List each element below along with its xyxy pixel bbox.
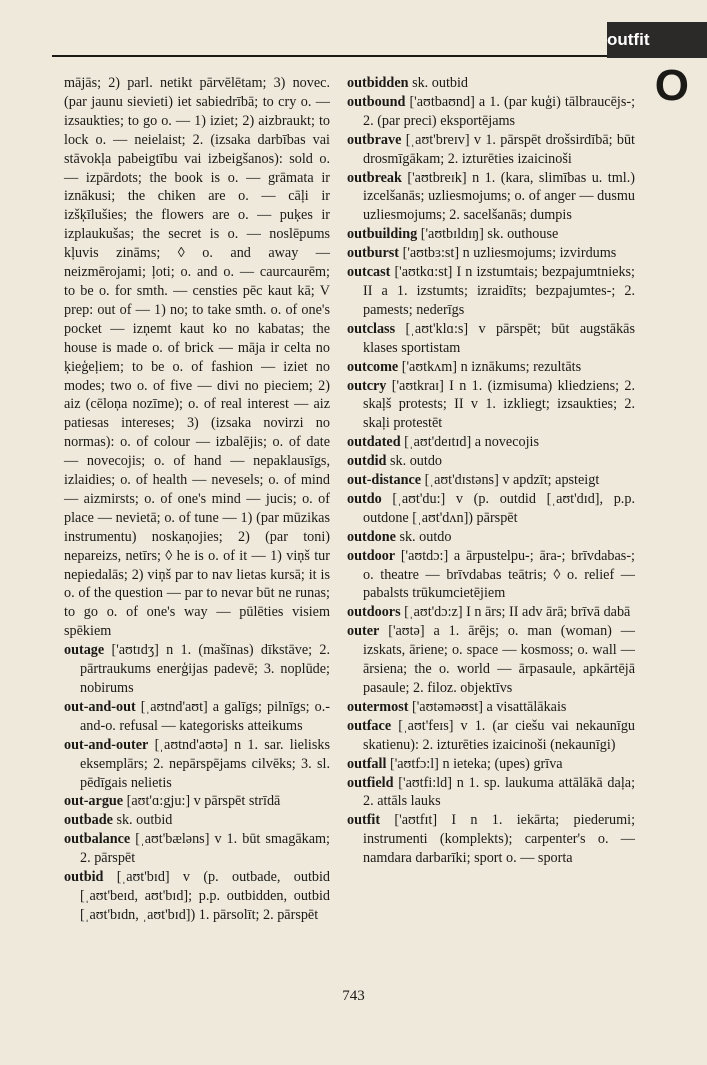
entry-text: [ˌaʊt'deɪtɪd] a novecojis — [404, 434, 539, 451]
entry-headword: outbound — [347, 93, 406, 110]
dictionary-entry — [347, 774, 635, 812]
entry-headword: outcast — [347, 264, 391, 281]
entry-text: ['aʊtbɜ:st] n uzliesmojums; izvirdums — [402, 245, 617, 262]
dictionary-entry — [347, 169, 635, 226]
dictionary-entry — [347, 74, 635, 93]
entry-headword: outbalance — [64, 831, 131, 848]
entry-headword: outbid — [64, 869, 104, 886]
dictionary-entry — [64, 736, 330, 793]
entry-text: [ˌaʊt'klɑ:s] v pārspēt; būt augstākās klases sportistam — [363, 320, 635, 356]
entry-text: [ˌaʊtnd'aʊt] a galīgs; pilnīgs; o.-and-o. refusal — kategorisks atteikums — [80, 698, 331, 734]
entry-text: [ˌaʊt'breɪv] v 1. pārspēt drošsirdībā; būt drosmīgākam; 2. izturēties izaicinoši — [363, 131, 635, 167]
dictionary-entry — [64, 868, 330, 925]
dictionary-entry — [347, 263, 635, 320]
entry-text: ['aʊtəməʊst] a visattālākais — [412, 698, 567, 715]
dictionary-entry — [347, 377, 635, 434]
entry-headword: outface — [347, 717, 392, 734]
entry-headword: outdoors — [347, 604, 401, 621]
dictionary-entry — [64, 641, 330, 698]
entry-headword: outfit — [347, 812, 381, 829]
entry-text: [ˌaʊt'du:] v (p. outdid [ˌaʊt'dɪd], p.p. outdone [ˌaʊt'dʌn]) pārspēt — [363, 490, 635, 526]
entry-headword: outbrave — [347, 131, 402, 148]
letter-tab: O — [654, 61, 689, 110]
entry-headword: outfall — [347, 755, 387, 772]
entry-headword: outage — [64, 642, 105, 659]
entry-text: [ˌaʊt'dɪstəns] v apdzīt; apsteigt — [424, 472, 600, 489]
entry-headword: out-distance — [347, 472, 422, 489]
dictionary-entry — [347, 225, 635, 244]
entry-text: ['aʊtdɔ:] a ārpustelpu-; āra-; brīvdabas-; o. theatre — brīvdabas teātris; ◊ o. relief — pabalsts trūkumcietējiem — [363, 547, 635, 602]
entry-headword: out-argue — [64, 793, 124, 810]
left-column — [64, 74, 330, 925]
entry-headword: outcome — [347, 358, 399, 375]
entry-text: ['aʊtbreɪk] n 1. (kara, slimības u. tml.) izcelšanās; uzliesmojums; o. of anger — dusmu uzliesmojums; 2. sacelšanās; dumpis — [363, 169, 635, 224]
entry-headword: outburst — [347, 245, 400, 262]
dictionary-entry — [347, 471, 635, 490]
entry-text: ['aʊtbɪldɪŋ] sk. outhouse — [420, 226, 559, 243]
entry-headword: outdated — [347, 434, 401, 451]
entry-headword: out-and-out — [64, 698, 136, 715]
entry-headword: outbidden — [347, 75, 409, 91]
entry-headword: outfield — [347, 774, 394, 791]
dictionary-entry — [64, 698, 330, 736]
entry-text: ['aʊtfɔ:l] n ieteka; (upes) grīva — [389, 755, 563, 772]
dictionary-entry — [64, 792, 330, 811]
entry-text: sk. outdo — [389, 453, 443, 470]
entry-text: mājās; 2) parl. netikt pārvēlētam; 3) novec. (par jaunu sievieti) iet sabiedrībā; to cry o. — izsaukties; to go o. — 1) iziet; 2) aizbraukt; to lock o. — neielaist; 2. (izsaka darbības vai stāvokļa pabeigtību vai izbeigšanos): sold o. — izpārdots; the book is o. — grāmata ir iznākusi; the chiken are o. — cāļi ir izšķīlušies; the flowers are o. — puķes ir izplaukušas; the secret is o. — noslēpums kļuvis zināms; ◊ o. and away — neizmērojami; ļoti; o. and o. — caurcaurēm; to be o. for smth. — censties pēc kaut kā; V prep: out of — 1) no; to take smth. o. of one's pocket — izņemt kaut ko no kabatas; the house is made o. of brick — māja ir celta no ķieģeļiem; to be o. of fashion — iziet no modes; two o. of five — divi no pieciem; 2) aiz (cēloņa nozīme); o. of real interest — aiz patiesas intereses; 3) (izsaka novirzi no normas): o. of colour — izbalējis; o. of date — novecojis; o. of hand — nepaklausīgs, izlaidies; o. of health — nevesels; o. of mind — aizmirsts; o. of one's mind — jucis; o. of place — nevietā; o. of tune — 1) (par mūzikas instrumentu) noskaņojies; 2) (par toni) nepareizs, netīrs; ◊ he is o. of it — 1) viņš tur nepiedalās; 2) viņš par to nav lietas kursā; it is o. of the question — par to nevar būt ne runas; to go o. of one's way — pūlēties visiem spēkiem — [64, 75, 330, 640]
dictionary-entry — [347, 452, 635, 471]
dictionary-entry — [347, 490, 635, 528]
entry-text: ['aʊtkraɪ] I n 1. (izmisuma) kliedziens; 2. skaļš protests; II v 1. izkliegt; izsaukties; 2. skaļi protestēt — [363, 377, 636, 432]
dictionary-entry — [347, 433, 635, 452]
entry-headword: outer — [347, 623, 380, 640]
entry-headword: outdid — [347, 453, 387, 470]
entry-continuation — [64, 74, 330, 641]
dictionary-entry — [347, 622, 635, 698]
dictionary-entry — [347, 547, 635, 604]
entry-text: ['aʊtə] a 1. ārējs; o. man (woman) — izskats, āriene; o. space — kosmoss; o. wall — ārsiena; the o. world — ārpasaule, apkārtējā pasaule; 2. filoz. objektīvs — [363, 623, 635, 696]
entry-text: [ˌaʊt'feɪs] v 1. (ar ciešu vai nekaunīgu skatienu): 2. izturēties izaicinoši (nekaunīgi) — [363, 717, 636, 753]
page-number: 743 — [342, 988, 365, 1004]
dictionary-entry — [347, 717, 635, 755]
entry-text: ['aʊtfɪt] I n 1. iekārta; piederumi; instrumenti (komplekts); carpenter's o. — namdara darbarīki; sport o. — sporta — [363, 812, 636, 867]
dictionary-entry — [347, 358, 635, 377]
entry-headword: outcry — [347, 377, 387, 394]
dictionary-entry — [347, 244, 635, 263]
entry-headword: outdoor — [347, 547, 396, 564]
entry-text: ['aʊtkɑ:st] I n izstumtais; bezpajumtnieks; II a 1. izstumts; izraidīts; bezpajumtes-; 2. pamests; nederīgs — [363, 264, 636, 318]
entry-text: [ˌaʊtnd'aʊtə] n 1. sar. lielisks eksemplārs; 2. nepārspējams cilvēks; 3. sl. pēdīgais nelietis — [80, 736, 330, 791]
header-rule — [52, 55, 607, 57]
entry-headword: outclass — [347, 320, 396, 337]
entry-text: [aʊt'ɑ:gju:] v pārspēt strīdā — [126, 793, 281, 810]
entry-text: sk. outbid — [412, 75, 469, 91]
entry-text: sk. outbid — [116, 812, 173, 829]
dictionary-entry — [347, 811, 635, 868]
dictionary-entry — [64, 830, 330, 868]
entry-headword: outbuilding — [347, 226, 418, 243]
entry-text: [ˌaʊt'bæləns] v 1. būt smagākam; 2. pārspēt — [80, 831, 330, 867]
entry-headword: outbade — [64, 812, 113, 829]
dictionary-entry — [347, 755, 635, 774]
entry-text: [ˌaʊt'bɪd] v (p. outbade, outbid [ˌaʊt'beɪd, aʊt'bɪd]; p.p. outbidden, outbid [ˌaʊt'bɪdn, ˌaʊt'bɪd]) 1. pārsolīt; 2. pārspēt — [80, 869, 331, 923]
entry-headword: outdo — [347, 490, 382, 507]
entry-headword: outermost — [347, 698, 409, 715]
dictionary-entry — [347, 320, 635, 358]
dictionary-entry — [347, 528, 635, 547]
dictionary-entry — [347, 131, 635, 169]
entry-headword: outbreak — [347, 169, 402, 186]
dictionary-entry — [347, 698, 635, 717]
dictionary-entry — [64, 811, 330, 830]
entry-text: ['aʊtkʌm] n iznākums; rezultāts — [401, 358, 582, 375]
running-head: outfit — [607, 22, 707, 58]
entry-text: ['aʊtfi:ld] n 1. sp. laukuma attālākā daļa; 2. attāls lauks — [363, 774, 636, 810]
entry-text: sk. outdo — [399, 528, 452, 545]
dictionary-entry — [347, 93, 635, 131]
dictionary-entry — [347, 603, 635, 622]
entry-text: [ˌaʊt'dɔ:z] I n ārs; II adv ārā; brīvā dabā — [404, 604, 631, 621]
entry-text: ['aʊtbaʊnd] a 1. (par kuģi) tālbraucējs-; 2. (par preci) eksportējams — [363, 93, 636, 129]
right-column — [347, 74, 635, 868]
entry-headword: out-and-outer — [64, 736, 149, 753]
entry-text: ['aʊtɪdʒ] n 1. (mašīnas) dīkstāve; 2. pārtraukums enerģijas padevē; 3. noplūde; nobirums — [80, 642, 330, 696]
entry-headword: outdone — [347, 528, 396, 545]
